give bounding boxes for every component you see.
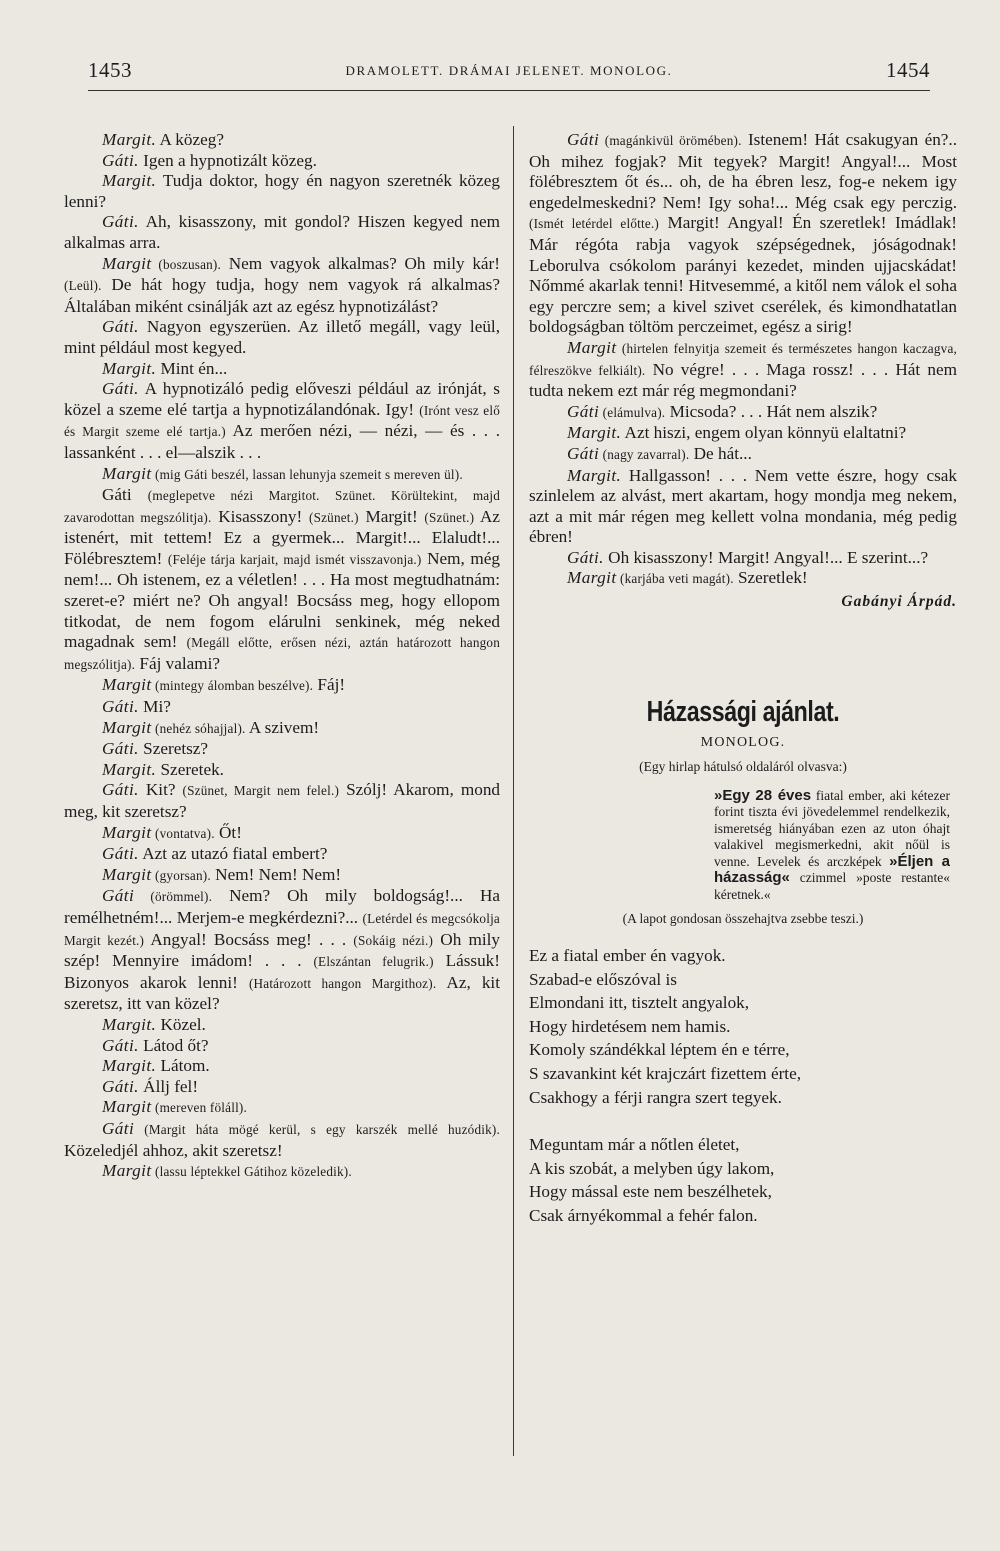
dialogue-paragraph [529, 548, 957, 569]
stage-direction: (Ismét letérdel előtte.) [529, 216, 660, 232]
dialogue-paragraph [64, 171, 500, 212]
dialogue-text: No végre! . . . Maga rossz! . . . Hát nem tudta nekem ezt már rég megmondani? [529, 359, 957, 401]
dialogue-text: Őt! [214, 822, 242, 842]
dialogue-text: Margit! [358, 506, 425, 526]
dialogue-text: Lássuk! Bizonyos akarok lenni! [64, 951, 500, 992]
dialogue-text: Micsoda? . . . Hát nem alszik? [665, 401, 878, 421]
speaker-name: Gáti. [102, 1035, 139, 1055]
stage-direction: (Letérdel és megcsókolja Margit kezét.) [64, 910, 500, 948]
dialogue-paragraph [64, 485, 500, 675]
dialogue-paragraph [64, 865, 500, 887]
speaker-name: Gáti. [102, 1076, 139, 1096]
stage-direction: (karjába veti magát). [616, 571, 734, 587]
speaker-name: Margit. [102, 1056, 157, 1076]
dialogue-paragraph [64, 317, 500, 358]
dialogue-paragraph [64, 1119, 500, 1161]
dialogue-text: A szivem! [245, 717, 320, 737]
stage-direction: (Szünet.) [308, 509, 359, 525]
speaker-name: Margit [567, 337, 617, 357]
dialogue-text: Azt az utazó fiatal embert? [138, 844, 328, 864]
stage-direction: (nehéz sóhajjal). [151, 720, 246, 736]
dialogue-paragraph [529, 423, 957, 444]
stage-direction: (Margit háta mögé kerül, s egy karszék mellé huzódik). [134, 1121, 500, 1137]
speaker-name: Gáti. [102, 379, 139, 399]
speaker-name: Margit [102, 1097, 152, 1117]
dialogue-paragraph [529, 402, 957, 424]
dialogue-text: Fáj valami? [135, 653, 221, 673]
speaker-name: Margit. [567, 465, 622, 485]
stage-direction: (mintegy álomban beszélve). [151, 678, 314, 694]
dialogue-paragraph [64, 212, 500, 253]
speaker-name: Gáti. [102, 780, 139, 800]
ad-bold-lead: »Egy 28 éves [714, 786, 812, 804]
speaker-name: Margit. [567, 423, 622, 443]
dialogue-paragraph [64, 1036, 500, 1057]
dialogue-text: Szólj! Akarom, mond meg, kit szeretsz? [64, 780, 501, 821]
speaker-name: Gáti. [102, 317, 139, 337]
stage-direction: (Szünet, Margit nem felel.) [182, 783, 340, 799]
dialogue-text: Nem? Oh mily boldogság!... Ha remélhetném!... Merjem-e megkérdezni?... [64, 886, 500, 927]
stage-direction: (Irónt vesz elő és Margit szeme elé tartja.) [64, 402, 500, 440]
poem-line: Meguntam már a nőtlen életet, [529, 1135, 740, 1155]
speaker-name: Margit [102, 253, 152, 273]
dialogue-text: A közeg? [156, 130, 224, 149]
dialogue-text: Tudja doktor, hogy én nagyon szeretnék közeg lenni? [64, 171, 500, 211]
dialogue-text: Közel. [156, 1014, 206, 1034]
dialogue-paragraph [64, 359, 500, 380]
stage-direction: (meglepetve nézi Margitot. Szünet. Körültekint, majd zavarodottan megszólitja). [64, 488, 500, 525]
speaker-name: Gáti [102, 886, 135, 906]
dialogue-paragraph [64, 780, 500, 822]
dialogue-paragraph [64, 1097, 500, 1119]
dialogue-paragraph [64, 254, 500, 318]
speaker-name: Gáti [567, 443, 600, 463]
poem-line: A kis szobát, a melyben úgy lakom, [529, 1158, 775, 1178]
speaker-name: Margit [102, 864, 152, 884]
stage-direction: (gyorsan). [151, 867, 211, 883]
dialogue-text: Oh kisasszony! Margit! Angyal!... E szerint...? [603, 547, 929, 567]
speaker-name: Margit. [102, 130, 157, 149]
dialogue-text: De hát hogy tudja, hogy nem vagyok rá alkalmas? Általában miként csinálják azt az egész hypnotizálást? [64, 275, 500, 316]
dialogue-paragraph [529, 568, 957, 590]
stage-direction: (Megáll előtte, erősen nézi, aztán határozott hangon megszólitja). [64, 635, 500, 672]
page-number-left: 1453 [88, 58, 132, 82]
poem-line: Hogy hirdetésem nem hamis. [529, 1016, 731, 1036]
page-number-right: 1454 [886, 58, 930, 82]
dialogue-text: Nem vagyok alkalmas? Oh mily kár! [221, 253, 501, 273]
ad-text-2: czimmel »poste restante« kéretnek.« [714, 870, 950, 902]
speaker-name: Gáti [567, 401, 600, 421]
dialogue-paragraph [64, 823, 500, 845]
speaker-name: Margit [102, 463, 152, 483]
speaker-name: Gáti. [102, 697, 139, 717]
speaker-name: Margit [567, 568, 617, 588]
dialogue-text: Mi? [138, 697, 171, 717]
dialogue-paragraph [529, 338, 957, 402]
column-divider [513, 126, 514, 1456]
dialogue-text: Margit! Angyal! Én szeretlek! Imádlak! Már régóta rabja vagyok szépségednek, jóságodnak! Leborulva csókolom parányi kezedet, minden ujjacskádat! Nőmmé akarlak tenni! Hitvesemmé, a kitől nem válok el soha egy perczre sem; a kivel szivet cserélek, és kimondhatatlan boldogságban töltöm perczeimet, egész a sirig! [529, 213, 957, 337]
monologue-subtitle: MONOLOG. [700, 734, 786, 750]
poem-line: Komoly szándékkal léptem én e térre, [529, 1040, 790, 1060]
dialogue-paragraph [64, 739, 500, 760]
dialogue-text: Látod őt? [138, 1035, 209, 1055]
speaker-name: Margit [102, 822, 152, 842]
stage-direction: (Szünet.) [424, 509, 475, 525]
dialogue-text: Angyal! Bocsáss meg! . . . [144, 929, 354, 949]
poem-line: Csakhogy a férji rangra szert tegyek. [529, 1087, 782, 1107]
speaker-name: Gáti. [567, 547, 604, 567]
stage-direction: (magánkivül örömében). [599, 133, 742, 148]
page-header [88, 58, 930, 91]
speaker-name: Margit [102, 717, 152, 737]
left-column [64, 130, 500, 1183]
stage-direction: (mereven föláll). [151, 1100, 248, 1116]
poem-stanza [529, 944, 957, 1109]
dialogue-text: Igen a hypnotizált közeg. [138, 150, 317, 170]
stage-direction: (elámulva). [599, 404, 666, 420]
speaker-name: Gáti [567, 130, 600, 149]
stage-direction-note: (A lapot gondosan összehajtva zsebbe teszi.) [622, 911, 864, 927]
dialogue-paragraph [64, 379, 500, 463]
speaker-name: Margit [102, 1161, 152, 1181]
dialogue-paragraph [64, 1077, 500, 1098]
dialogue-text: Az, kit szeretsz, itt van közel? [64, 972, 500, 1014]
dialogue-text: Ah, kisasszony, mit gondol? Hiszen kegyed nem alkalmas arra. [64, 212, 500, 252]
poem-line: Szabad-e előszóval is [529, 969, 677, 989]
poem-line: Ez a fiatal ember én vagyok. [529, 945, 726, 965]
ad-bold-motto: »Éljen a házasság« [714, 852, 950, 887]
dialogue-paragraph [64, 130, 500, 151]
stage-direction: (boszusan). [151, 256, 222, 272]
dialogue-continuation [529, 130, 957, 590]
dialogue-text: Azt hiszi, engem olyan könnyü elaltatni? [621, 423, 907, 443]
dialogue-text: Istenem! Hát csakugyan én?.. Oh mihez fogjak? Mit tegyek? Margit! Angyal!... Most fölébresztem őt és... oh, de ha ébren lesz, fog-e nekem igy engedelmeskedni? Nem! Igy soha!... Még csak egy perczig. [529, 130, 958, 212]
dialogue-text: Szeretek. [156, 759, 224, 779]
dialogue-text: Szeretsz? [138, 739, 209, 759]
dialogue-paragraph [64, 697, 500, 718]
monologue-title: Házassági ajánlat. [646, 695, 840, 728]
dialogue-text: De hát... [689, 443, 752, 463]
dialogue-paragraph [529, 130, 957, 338]
speaker-name: Gáti [102, 1118, 135, 1138]
dialogue-text: Gáti [102, 485, 148, 505]
right-column [529, 130, 957, 1227]
dialogue-text: Oh mily szép! Mennyire imádom! . . . [64, 929, 500, 971]
stage-direction: (hirtelen felnyitja szemeit és természetes hangon kaczagva, félreszökve felkiált). [529, 340, 957, 378]
dialogue-paragraph [529, 466, 957, 548]
stage-direction: (Sokáig nézi.) [353, 932, 434, 948]
poem-stanza [529, 1133, 957, 1227]
poem [529, 944, 957, 1228]
speaker-name: Gáti. [102, 212, 139, 232]
speaker-name: Margit. [102, 1014, 157, 1034]
dialogue-text: Az merően nézi, — nézi, — és . . . lassanként . . . el—alszik . . . [64, 421, 500, 462]
speaker-name: Margit. [102, 759, 157, 779]
stage-direction: (Határozott hangon Margithoz). [248, 975, 437, 991]
dialogue-text: Közeledjél ahhoz, akit szeretsz! [64, 1140, 283, 1160]
speaker-name: Gáti. [102, 844, 139, 864]
stage-direction: (Elszántan felugrik.) [313, 954, 434, 970]
dialogue-text: Kit? [138, 780, 183, 800]
dialogue-text: Látom. [156, 1056, 210, 1076]
dialogue-paragraph [529, 444, 957, 466]
stage-direction: (örömmel). [134, 889, 213, 905]
speaker-name: Gáti. [102, 150, 139, 170]
dialogue-paragraph [64, 844, 500, 865]
dialogue-text: Nem, még nem!... Oh istenem, ez a véletlen! . . . Ha most megtudhatnám: szeret-e? miért ne? Oh angyal! Bocsáss meg, hogy ellopom titkodat, de nem fogom elárulni senkinek, még neked magadnak sem! [64, 548, 500, 652]
dialogue-paragraph [64, 1015, 500, 1036]
dialogue-paragraph [64, 464, 500, 486]
dialogue-paragraph [64, 675, 500, 697]
dialogue-paragraph [64, 151, 500, 172]
dialogue-text: Nagyon egyszerüen. Az illető megáll, vagy leül, mint például most kegyed. [64, 317, 500, 357]
ad-text-1: fiatal ember, aki kétezer forint tiszta évi jövedelemmel rendelkezik, ismeretség hiányában ezen az uton óhajt valakivel megismerkedni, akit nőül is venne. Levelek és arczképek [714, 787, 950, 869]
stage-direction: (vontatva). [151, 825, 215, 841]
speaker-name: Margit. [102, 171, 157, 191]
stage-direction: (nagy zavarral). [599, 446, 690, 462]
speaker-name: Margit [102, 675, 152, 695]
dialogue-text: Az istenért, mit tettem! Ez a gyermek... Margit!... Elaludt!... Fölébresztem! [64, 506, 500, 568]
dialogue-paragraph [64, 1056, 500, 1077]
dialogue-paragraph [64, 886, 500, 1015]
dialogue-text: Állj fel! [138, 1076, 199, 1096]
dialogue-text: Kisasszony! [211, 506, 309, 526]
newspaper-ad [714, 788, 950, 904]
dialogue-paragraph [64, 718, 500, 740]
speaker-name: Gáti. [102, 739, 139, 759]
dialogue-text: Mint én... [156, 358, 228, 378]
poem-line: Csak árnyékommal a fehér falon. [529, 1205, 758, 1225]
dialogue-paragraph [64, 760, 500, 781]
running-title: DRAMOLETT. DRÁMAI JELENET. MONOLOG. [345, 63, 673, 78]
poem-line: Hogy mással este nem beszélhetek, [529, 1182, 772, 1202]
dialogue-paragraph [64, 1161, 500, 1183]
dialogue-text: Hallgasson! . . . Nem vette észre, hogy csak szinlelem az alvást, mert akartam, hogy mondja meg nekem, azt a mit már régen meg kellett volna mondania, még pedig ébren! [529, 465, 957, 547]
stage-direction: (mig Gáti beszél, lassan lehunyja szemeit s mereven ül). [151, 466, 463, 482]
speaker-name: Margit. [102, 358, 157, 378]
dialogue-text: Fáj! [313, 675, 346, 695]
stage-direction: (Leül). [64, 278, 102, 294]
dialogue-text: A hypnotizáló pedig előveszi például az irónját, s közel a szeme elé tartja a hypnotizálandónak. Igy! [64, 379, 500, 419]
author-signature: Gabányi Árpád. [841, 593, 957, 611]
poem-line: S szavankint két krajczárt fizettem érte, [529, 1063, 802, 1083]
dialogue-text: Nem! Nem! Nem! [210, 864, 342, 884]
stage-direction: (lassu léptekkel Gátihoz közeledik). [151, 1164, 352, 1180]
poem-line: Elmondani itt, tisztelt angyalok, [529, 993, 750, 1013]
stage-direction: (Feléje tárja karjait, majd ismét visszavonja.) [167, 551, 422, 567]
monologue-note: (Egy hirlap hátulsó oldaláról olvasva:) [639, 759, 847, 775]
dialogue-text: Szeretlek! [733, 568, 808, 588]
